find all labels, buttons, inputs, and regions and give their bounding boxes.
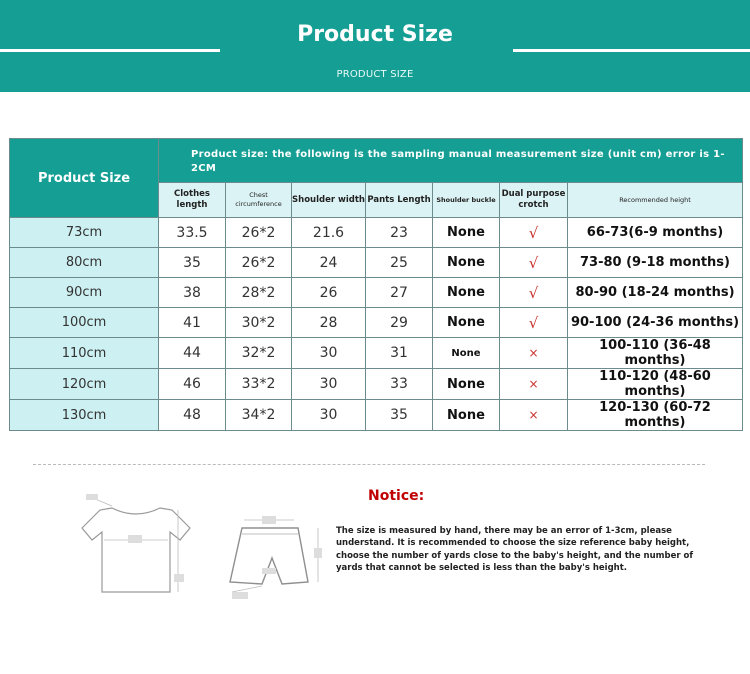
cell-shoulder: 30	[292, 400, 366, 431]
cell-shoulder: 21.6	[292, 218, 366, 248]
cell-shoulder-buckle: None	[433, 400, 500, 431]
cell-recommended-height: 90-100 (24-36 months)	[568, 308, 743, 338]
table-row	[10, 369, 743, 400]
cell-pants: 23	[366, 218, 433, 248]
cell-clothes-length: 41	[159, 308, 226, 338]
cell-shoulder: 30	[292, 369, 366, 400]
cell-dual-crotch: ×	[500, 369, 568, 400]
cell-shoulder-buckle: None	[433, 278, 500, 308]
col-pants-length: Pants Length	[366, 183, 433, 218]
row-size-label: 80cm	[10, 248, 159, 278]
col-shoulder-width: Shoulder width	[292, 183, 366, 218]
col-shoulder-buckle: Shoulder buckle	[433, 183, 500, 218]
row-size-label: 100cm	[10, 308, 159, 338]
cell-clothes-length: 38	[159, 278, 226, 308]
col-clothes-length: Clothes length	[159, 183, 226, 218]
banner-divider-left	[0, 49, 220, 52]
cell-shoulder: 24	[292, 248, 366, 278]
cell-clothes-length: 44	[159, 338, 226, 369]
cell-recommended-height: 110-120 (48-60 months)	[568, 369, 743, 400]
row-size-label: 120cm	[10, 369, 159, 400]
cell-dual-crotch: ×	[500, 400, 568, 431]
cell-clothes-length: 35	[159, 248, 226, 278]
shorts-diagram-icon	[222, 512, 334, 604]
cell-pants: 35	[366, 400, 433, 431]
cell-dual-crotch: √	[500, 218, 568, 248]
table-row	[10, 308, 743, 338]
cell-shoulder-buckle: None	[433, 248, 500, 278]
cell-shoulder: 26	[292, 278, 366, 308]
cell-clothes-length: 46	[159, 369, 226, 400]
table-corner-header: Product Size	[10, 139, 159, 218]
cell-chest: 33*2	[226, 369, 292, 400]
cell-pants: 31	[366, 338, 433, 369]
cell-chest: 32*2	[226, 338, 292, 369]
section-divider	[33, 464, 705, 465]
cell-recommended-height: 80-90 (18-24 months)	[568, 278, 743, 308]
col-recommended-height: Recommended height	[568, 183, 743, 218]
cell-chest: 26*2	[226, 248, 292, 278]
cell-pants: 29	[366, 308, 433, 338]
cell-recommended-height: 120-130 (60-72 months)	[568, 400, 743, 431]
cell-clothes-length: 33.5	[159, 218, 226, 248]
notice-text: The size is measured by hand, there may be an error of 1-3cm, please understand. It is recommended to choose the size reference baby height, choose the number of yards close to the baby's height, and the number of yards that cannot be selected is less than the baby's height.	[336, 526, 694, 573]
table-row	[10, 278, 743, 308]
table-row	[10, 248, 743, 278]
cell-chest: 28*2	[226, 278, 292, 308]
row-size-label: 73cm	[10, 218, 159, 248]
cell-shoulder-buckle: None	[433, 369, 500, 400]
banner-title: Product Size	[297, 22, 453, 47]
cell-pants: 33	[366, 369, 433, 400]
table-row	[10, 218, 743, 248]
cell-shoulder: 28	[292, 308, 366, 338]
cell-dual-crotch: ×	[500, 338, 568, 369]
header-banner	[0, 0, 750, 92]
cell-chest: 30*2	[226, 308, 292, 338]
cell-recommended-height: 73-80 (9-18 months)	[568, 248, 743, 278]
cell-dual-crotch: √	[500, 278, 568, 308]
cell-dual-crotch: √	[500, 248, 568, 278]
cell-dual-crotch: √	[500, 308, 568, 338]
cell-chest: 34*2	[226, 400, 292, 431]
cell-shoulder-buckle: None	[433, 338, 500, 369]
cell-shoulder-buckle: None	[433, 308, 500, 338]
table-row	[10, 338, 743, 369]
table-row	[10, 400, 743, 431]
cell-pants: 25	[366, 248, 433, 278]
table-note: Product size: the following is the sampling manual measurement size (unit cm) error is 1-2CM	[159, 139, 743, 183]
tshirt-diagram-icon	[70, 490, 200, 600]
row-size-label: 110cm	[10, 338, 159, 369]
cell-shoulder-buckle: None	[433, 218, 500, 248]
col-chest-circumference: Chest circumference	[226, 183, 292, 218]
row-size-label: 90cm	[10, 278, 159, 308]
banner-subtitle: PRODUCT SIZE	[336, 69, 414, 80]
cell-clothes-length: 48	[159, 400, 226, 431]
cell-shoulder: 30	[292, 338, 366, 369]
cell-pants: 27	[366, 278, 433, 308]
cell-recommended-height: 100-110 (36-48 months)	[568, 338, 743, 369]
cell-recommended-height: 66-73(6-9 months)	[568, 218, 743, 248]
row-size-label: 130cm	[10, 400, 159, 431]
banner-divider-right	[513, 49, 750, 52]
col-dual-purpose-crotch: Dual purpose crotch	[500, 183, 568, 218]
notice-title: Notice:	[368, 488, 425, 504]
cell-chest: 26*2	[226, 218, 292, 248]
size-table	[9, 138, 743, 431]
